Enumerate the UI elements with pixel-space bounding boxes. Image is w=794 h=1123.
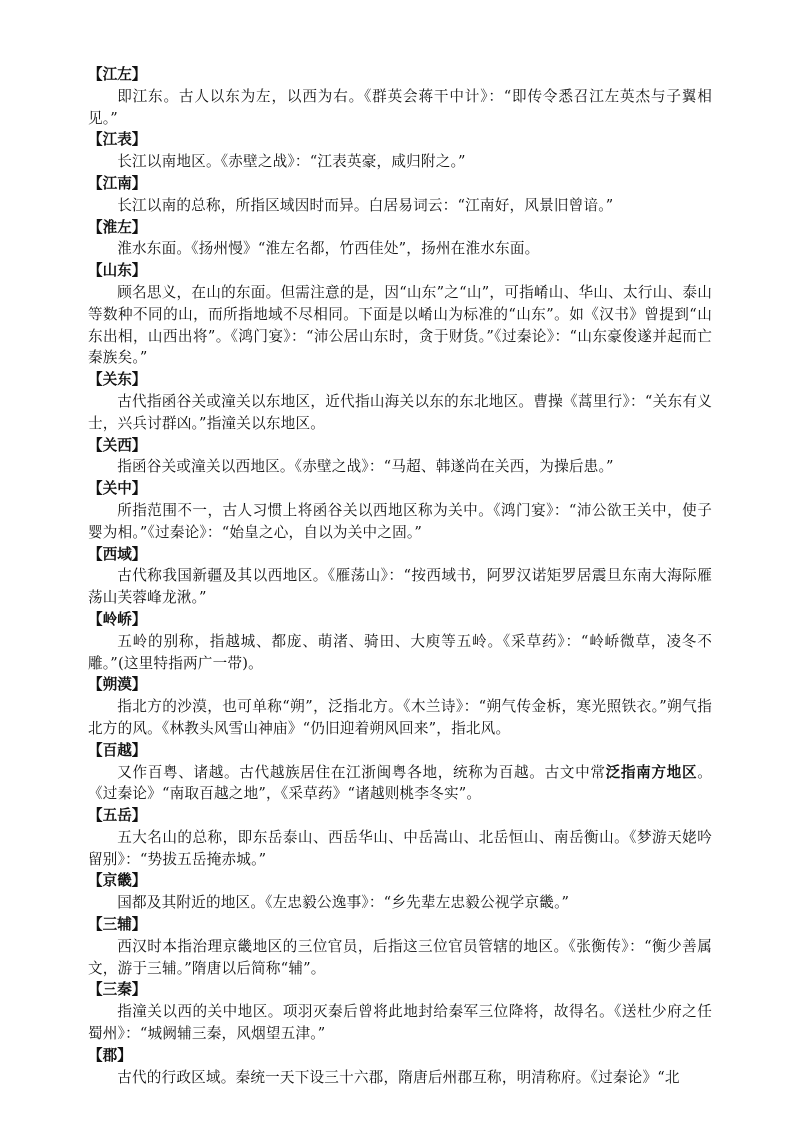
entry-description: 长江以南的总称，所指区域因时而异。白居易词云：“江南好，风景旧曾谙。” [117,196,614,214]
entry-description: 国都及其附近的地区。《左忠毅公逸事》：“乡先辈左忠毅公视学京畿。” [117,894,570,912]
entry-term: 【京畿】 [88,872,147,890]
entry-description: 五大名山的总称，即东岳泰山、西岳华山、中岳嵩山、北岳恒山、南岳衡山。《梦游天姥吟留别》：“势拔五岳掩赤城。” [88,828,712,868]
entry-jiangzuo [88,64,712,129]
entry-term: 【江左】 [88,66,147,83]
entry-term: 【朔漠】 [88,676,147,694]
entry-description: 指潼关以西的关中地区。项羽灭秦后曾将此地封给秦军三位降将，故得名。《送杜少府之任蜀州》：“城阙辅三秦，风烟望五津。” [88,1003,712,1043]
entry-term: 【岭峤】 [88,610,147,628]
entry-description: 指北方的沙漠，也可单称“朔”，泛指北方。《木兰诗》：“朔气传金柝，寒光照铁衣。”朔气指北方的风。《林教头风雪山神庙》“仍旧迎着朔风回来”，指北风。 [88,698,712,737]
entry-jiangbiao [88,129,712,173]
entry-term: 【江南】 [88,174,147,192]
entry-jingji [88,870,712,914]
entry-description: 长江以南地区。《赤壁之战》：“江表英豪，咸归附之。” [117,153,466,171]
entry-guandong [88,369,712,434]
entry-description: 即江东。古人以东为左，以西为右。《群英会蒋干中计》：“即传令悉召江左英杰与子翼相见。” [88,87,712,127]
entry-guanxi [88,435,712,479]
entry-guanzhong [88,478,712,543]
entry-term: 【西域】 [88,545,147,563]
entry-description [88,762,712,806]
entry-description: 古代的行政区域。秦统一天下设三十六郡，隋唐后州郡互称，明清称府。《过秦论》“北 [117,1068,680,1086]
emphasis-text: 泛指南方地区 [605,763,698,781]
entry-jiangnan [88,173,712,217]
entry-description: 古代称我国新疆及其以西地区。《雁荡山》：“按西域书，阿罗汉诺矩罗居震旦东南大海际雁荡山芙蓉峰龙湫。” [88,567,712,607]
entry-jun [88,1045,712,1089]
entry-description: 西汉时本指治理京畿地区的三位官员，后指这三位官员管辖的地区。《张衡传》：“衡少善属文，游于三辅。”隋唐以后简称“辅”。 [88,937,712,977]
entry-term: 【三秦】 [88,981,147,999]
entry-term: 【江表】 [88,131,147,149]
entry-term: 【关中】 [88,480,147,498]
entry-xiyu [88,544,712,609]
entry-baiyue [88,740,712,805]
entry-term: 【关西】 [88,436,147,454]
entry-description: 淮水东面。《扬州慢》“淮左名都，竹西佳处”，扬州在淮水东面。 [117,240,540,258]
entry-term: 【三辅】 [88,916,147,934]
entry-description: 古代指函谷关或潼关以东地区，近代指山海关以东的东北地区。曹操《蒿里行》：“关东有义士，兴兵讨群凶。”指潼关以东地区。 [88,392,712,432]
description-text: 又作百粤、诸越。古代越族居住在江浙闽粤各地，统称为百越。古文中常 [117,763,606,781]
description-text: 。《过秦论》“南取百越之地”，《采草药》“诸越则桃李冬实”。 [88,763,713,803]
entry-shandong [88,260,712,369]
entry-description: 顾名思义，在山的东面。但需注意的是，因“山东”之“山”，可指崤山、华山、太行山、泰山等数种不同的山，而所指地域不尽相同。下面是以崤山为标准的“山东”。如《汉书》曾提到“山东出相，山西出将”。《鸿门宴》：“沛公居山东时，贪于财货。”《过秦论》：“山东豪俊遂并起而亡秦族矣。” [88,283,712,367]
entry-term: 【郡】 [88,1046,132,1064]
entry-shuomo [88,674,712,739]
entry-term: 【关东】 [88,371,147,389]
entry-sanqin [88,979,712,1044]
entry-description: 所指范围不一，古人习惯上将函谷关以西地区称为关中。《鸿门宴》：“沛公欲王关中，使子婴为相。”《过秦论》：“始皇之心，自以为关中之固。” [88,501,712,541]
entry-sanfu [88,914,712,979]
entry-term: 【山东】 [88,262,147,280]
entry-description: 指函谷关或潼关以西地区。《赤壁之战》：“马超、韩遂尚在关西，为操后患。” [117,458,614,476]
entry-description: 五岭的别称，指越城、都庞、萌渚、骑田、大庾等五岭。《采草药》：“岭峤微草，凌冬不雕。”(这里特指两广一带)。 [88,632,712,672]
entry-term: 【五岳】 [88,807,147,825]
entry-huaizuo [88,217,712,261]
entry-term: 【百越】 [88,741,147,759]
entry-lingqiao [88,609,712,674]
entry-term: 【淮左】 [88,218,147,236]
entry-wuyue [88,805,712,870]
